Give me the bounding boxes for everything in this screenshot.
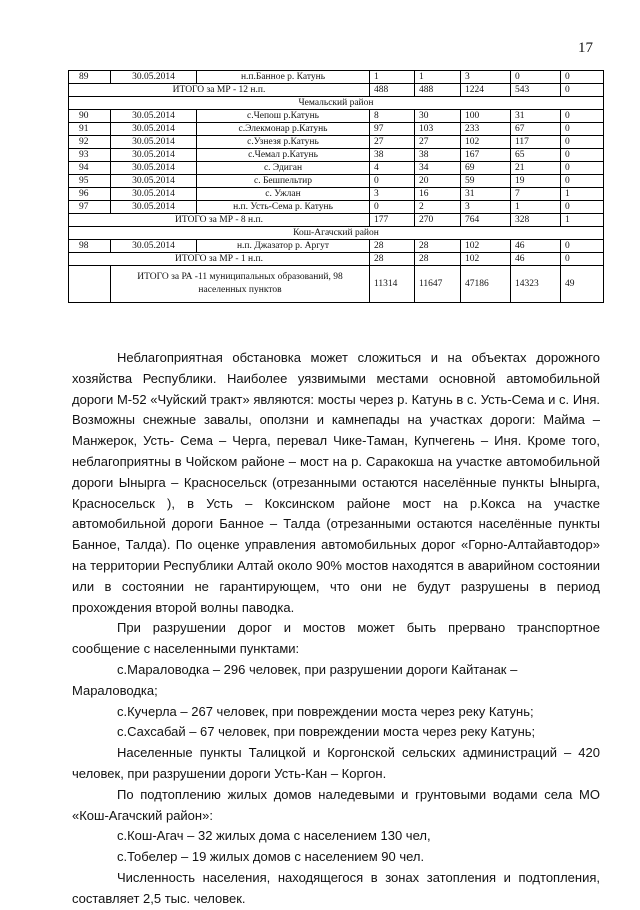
table-row	[69, 201, 604, 214]
total-label: ИТОГО за МР - 1 н.п.	[69, 253, 370, 266]
row-number: 91	[69, 123, 111, 136]
value-cell: 69	[461, 162, 511, 175]
row-place: с.Чепош р.Катунь	[197, 110, 370, 123]
value-cell: 97	[370, 123, 415, 136]
row-place: н.п. Джазатор р. Аргут	[197, 240, 370, 253]
value-cell: 488	[370, 84, 415, 97]
row-number: 89	[69, 71, 111, 84]
district-total-row	[69, 253, 604, 266]
table-row	[69, 110, 604, 123]
value-cell: 21	[511, 162, 561, 175]
value-cell: 233	[461, 123, 511, 136]
value-cell: 11314	[370, 266, 415, 303]
value-cell: 49	[561, 266, 604, 303]
value-cell: 4	[370, 162, 415, 175]
value-cell: 8	[370, 110, 415, 123]
row-date: 30.05.2014	[111, 149, 197, 162]
value-cell: 102	[461, 136, 511, 149]
value-cell: 0	[370, 175, 415, 188]
value-cell: 100	[461, 110, 511, 123]
value-cell: 0	[561, 201, 604, 214]
value-cell: 0	[561, 162, 604, 175]
table-row	[69, 175, 604, 188]
value-cell: 0	[561, 175, 604, 188]
value-cell: 3	[370, 188, 415, 201]
value-cell: 102	[461, 240, 511, 253]
value-cell: 27	[370, 136, 415, 149]
district-name: Кош-Агачский район	[69, 227, 604, 240]
value-cell: 543	[511, 84, 561, 97]
value-cell: 2	[415, 201, 461, 214]
district-header-row	[69, 97, 604, 110]
value-cell: 67	[511, 123, 561, 136]
value-cell: 1	[561, 214, 604, 227]
value-cell: 102	[461, 253, 511, 266]
row-date: 30.05.2014	[111, 188, 197, 201]
value-cell: 488	[415, 84, 461, 97]
value-cell: 14323	[511, 266, 561, 303]
value-cell: 0	[561, 110, 604, 123]
table-row	[69, 149, 604, 162]
page-number: 17	[578, 40, 593, 56]
grand-total-row	[69, 266, 604, 303]
row-date: 30.05.2014	[111, 201, 197, 214]
value-cell: 28	[415, 240, 461, 253]
value-cell: 38	[415, 149, 461, 162]
row-place: с.Элекмонар р.Катунь	[197, 123, 370, 136]
value-cell: 0	[561, 136, 604, 149]
value-cell: 16	[415, 188, 461, 201]
value-cell: 0	[561, 84, 604, 97]
paragraph: с.Тобелер – 19 жилых домов с населением 90 чел.	[117, 849, 425, 865]
row-place: с. Ужлан	[197, 188, 370, 201]
row-date: 30.05.2014	[111, 123, 197, 136]
row-place: н.п.Банное р. Катунь	[197, 71, 370, 84]
paragraph: с.Кучерла – 267 человек, при повреждении моста через реку Катунь;	[117, 703, 534, 719]
value-cell: 0	[561, 149, 604, 162]
value-cell: 117	[511, 136, 561, 149]
value-cell: 19	[511, 175, 561, 188]
row-date: 30.05.2014	[111, 71, 197, 84]
paragraph: Населенные пункты Талицкой и Коргонской сельских администраций – 420 человек, при разрушении дороги Усть-Кан – Коргон.	[72, 745, 600, 781]
district-name: Чемальский район	[69, 97, 604, 110]
value-cell: 3	[461, 71, 511, 84]
row-place: с. Бешпельтир	[197, 175, 370, 188]
paragraph: Численность населения, находящегося в зонах затопления и подтопления, составляет 2,5 тыс. человек.	[72, 869, 600, 906]
value-cell: 27	[415, 136, 461, 149]
table-row	[69, 71, 604, 84]
value-cell: 20	[415, 175, 461, 188]
paragraph: с.Сахсабай – 67 человек, при повреждении моста через реку Катунь;	[117, 724, 536, 740]
row-number: 97	[69, 201, 111, 214]
row-number: 94	[69, 162, 111, 175]
value-cell: 0	[370, 201, 415, 214]
value-cell: 31	[511, 110, 561, 123]
row-place: с.Чемал р.Катунь	[197, 149, 370, 162]
paragraph: При разрушении дорог и мостов может быть прервано транспортное сообщение с населенными пунктами:	[72, 620, 600, 657]
value-cell: 11647	[415, 266, 461, 303]
empty-cell	[69, 266, 111, 303]
value-cell: 3	[461, 201, 511, 214]
value-cell: 1	[370, 71, 415, 84]
value-cell: 1	[415, 71, 461, 84]
row-number: 93	[69, 149, 111, 162]
table-row	[69, 240, 604, 253]
value-cell: 47186	[461, 266, 511, 303]
row-number: 90	[69, 110, 111, 123]
value-cell: 7	[511, 188, 561, 201]
value-cell: 328	[511, 214, 561, 227]
table-row	[69, 136, 604, 149]
row-number: 96	[69, 188, 111, 201]
value-cell: 1	[511, 201, 561, 214]
row-number: 95	[69, 175, 111, 188]
value-cell: 0	[561, 71, 604, 84]
paragraph: с.Мараловодка – 296 человек, при разрушении дороги Кайтанак –Мараловодка;	[72, 661, 518, 698]
value-cell: 28	[370, 253, 415, 266]
value-cell: 103	[415, 123, 461, 136]
value-cell: 28	[370, 240, 415, 253]
body-text	[72, 348, 600, 910]
value-cell: 31	[461, 188, 511, 201]
value-cell: 0	[561, 240, 604, 253]
value-cell: 167	[461, 149, 511, 162]
value-cell: 764	[461, 214, 511, 227]
value-cell: 65	[511, 149, 561, 162]
row-place: с.Узнезя р.Катунь	[197, 136, 370, 149]
flood-settlements-table	[68, 70, 604, 303]
value-cell: 46	[511, 253, 561, 266]
district-total-row	[69, 84, 604, 97]
row-date: 30.05.2014	[111, 162, 197, 175]
paragraph: с.Кош-Агач – 32 жилых дома с населением 130 чел,	[117, 828, 431, 844]
value-cell: 34	[415, 162, 461, 175]
district-header-row	[69, 227, 604, 240]
total-label: ИТОГО за МР - 8 н.п.	[69, 214, 370, 227]
value-cell: 30	[415, 110, 461, 123]
value-cell: 0	[511, 71, 561, 84]
table-row	[69, 123, 604, 136]
total-label: ИТОГО за МР - 12 н.п.	[69, 84, 370, 97]
row-number: 98	[69, 240, 111, 253]
table-body	[69, 71, 604, 303]
value-cell: 177	[370, 214, 415, 227]
value-cell: 59	[461, 175, 511, 188]
district-total-row	[69, 214, 604, 227]
row-date: 30.05.2014	[111, 136, 197, 149]
row-date: 30.05.2014	[111, 175, 197, 188]
row-date: 30.05.2014	[111, 110, 197, 123]
value-cell: 38	[370, 149, 415, 162]
table-row	[69, 162, 604, 175]
row-date: 30.05.2014	[111, 240, 197, 253]
value-cell: 1	[561, 188, 604, 201]
value-cell: 0	[561, 123, 604, 136]
grand-total-label: ИТОГО за РА -11 муниципальных образований, 98 населенных пунктов	[111, 266, 370, 303]
value-cell: 46	[511, 240, 561, 253]
value-cell: 1224	[461, 84, 511, 97]
row-place: н.п. Усть-Сема р. Катунь	[197, 201, 370, 214]
paragraph: По подтоплению жилых домов наледевыми и грунтовыми водами села МО «Кош-Агачский район»:	[72, 786, 600, 823]
table-row	[69, 188, 604, 201]
value-cell: 0	[561, 253, 604, 266]
row-place: с. Эдиган	[197, 162, 370, 175]
value-cell: 270	[415, 214, 461, 227]
row-number: 92	[69, 136, 111, 149]
value-cell: 28	[415, 253, 461, 266]
paragraph: Неблагоприятная обстановка может сложиться и на объектах дорожного хозяйства Республики. Наиболее уязвимыми местами основной автомобильной дороги М-52 «Чуйский тракт» являются: мосты через р. Катунь в с. Усть-Сема и с. Иня. Возможны снежные завалы, оползни и камнепады на участках дороги: Майма – Манжерок, Усть- Сема – Черга, перевал Чике-Таман, Купчегень – Иня. Кроме того, неблагоприятны в Чойском районе – мост на р. Саракокша на участке автомобильной дороги Ынырга – Красносельск (отрезанными остаются населённые пункты Ынырга, Красносельск ), в Усть – Коксинском районе мост на р.Кокса на участке автомобильной дороги Банное – Талда (отрезанными остаются населённые пункты Банное, Талда). По оценке управления автомобильных дорог «Горно-Алтайавтодор» на территории Республики Алтай около 90% мостов находятся в аварийном состоянии или в состоянии не гарантирующем, что они не будут разрушены в период прохождения второй волны паводка.	[72, 350, 600, 615]
